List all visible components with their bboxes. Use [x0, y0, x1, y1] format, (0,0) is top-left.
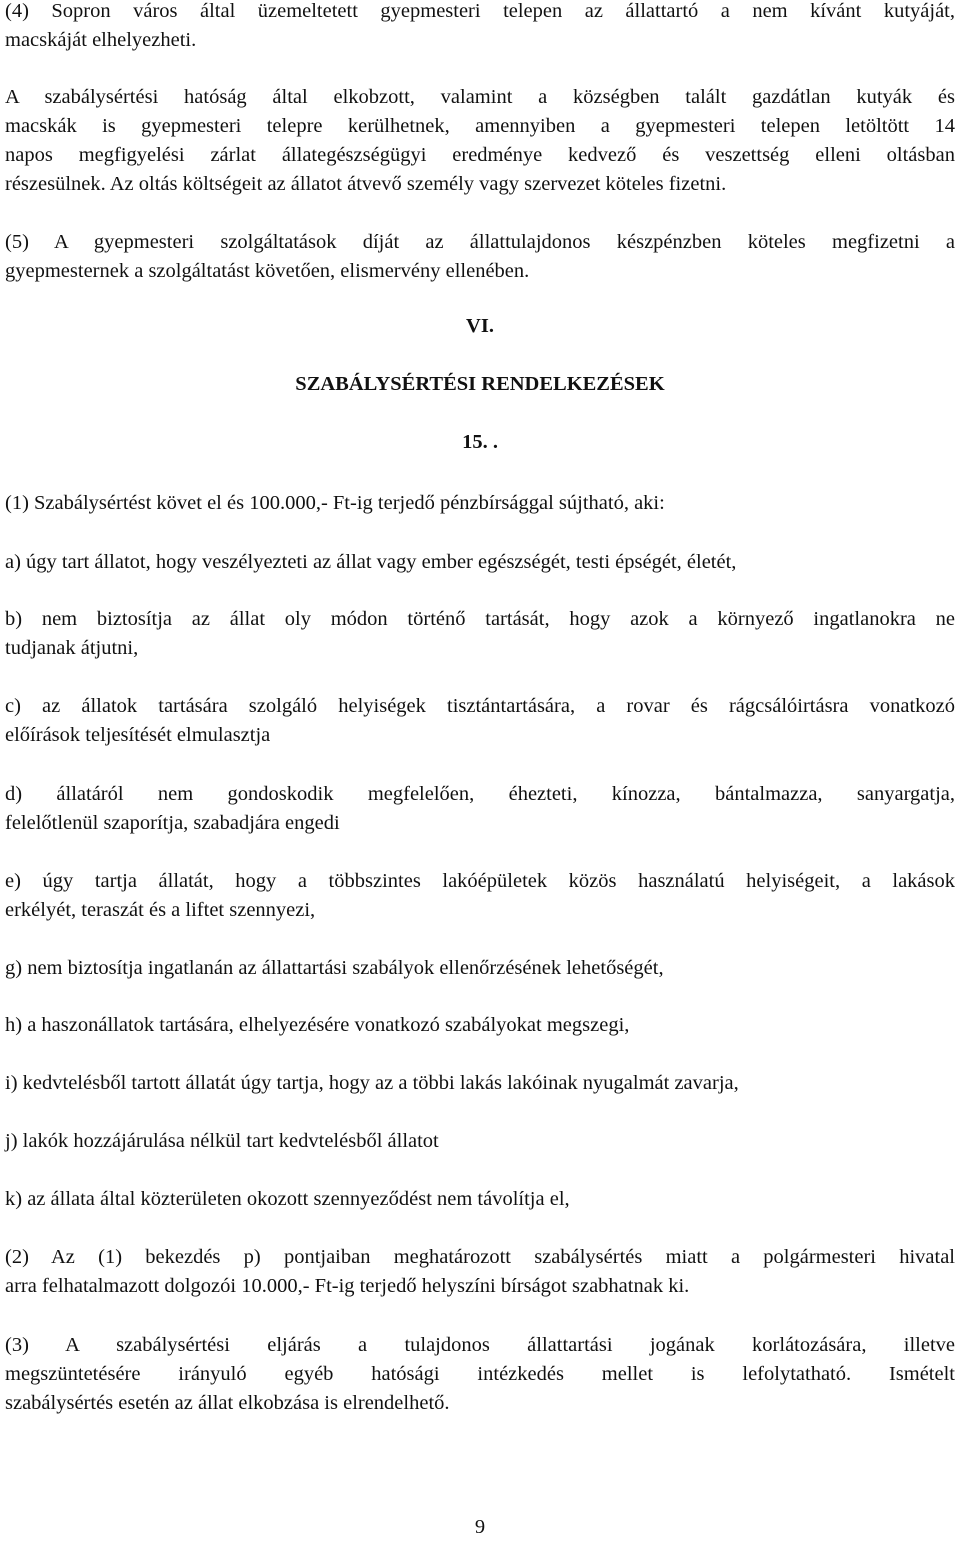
text-line: g) nem biztosítja ingatlanán az állattartási szabályok ellenőrzésének lehetőségét,: [5, 957, 664, 979]
section-15-3: [5, 1331, 955, 1418]
text-line: felelőtlenül szaporítja, szabadjára engedi: [5, 812, 340, 834]
paragraph-confiscated-animals: [5, 83, 955, 199]
text-line: A szabálysértési hatóság által elkobzott, valamint a községben talált gazdátlan kutyák és: [5, 86, 955, 108]
text-line: (2) Az (1) bekezdés p) pontjaiban meghatározott szabálysértés miatt a polgármesteri hivatal: [5, 1246, 955, 1268]
text-line: h) a haszonállatok tartására, elhelyezésére vonatkozó szabályokat megszegi,: [5, 1014, 630, 1036]
chapter-number: VI.: [466, 315, 494, 337]
item-j: [5, 1127, 955, 1156]
section-15-1: [5, 489, 955, 518]
text-line: a) úgy tart állatot, hogy veszélyezteti az állat vagy ember egészségét, testi épségét, életét,: [5, 551, 737, 573]
text-line: (3) A szabálysértési eljárás a tulajdonos állattartási jogának korlátozására, illetve: [5, 1334, 955, 1356]
paragraph-5: [5, 228, 955, 286]
text-line: előírások teljesítését elmulasztja: [5, 724, 271, 746]
item-h: [5, 1011, 955, 1040]
chapter-title: SZABÁLYSÉRTÉSI RENDELKEZÉSEK: [295, 373, 665, 395]
item-a: [5, 548, 955, 577]
text-line: (1) Szabálysértést követ el és 100.000,- Ft-ig terjedő pénzbírsággal sújtható, aki:: [5, 492, 665, 514]
text-line: e) úgy tartja állatát, hogy a többszintes lakóépületek közös használatú helyiségeit, a lakások: [5, 870, 955, 892]
text-line: megszüntetésére irányuló egyéb hatósági intézkedés mellet is lefolytatható. Ismételt: [5, 1363, 955, 1385]
text-line: j) lakók hozzájárulása nélkül tart kedvtelésből állatot: [5, 1130, 439, 1152]
text-line: macskáját elhelyezheti.: [5, 29, 197, 51]
text-line: (4) Sopron város által üzemeltetett gyepmesteri telepen az állattartó a nem kívánt kutyáját,: [5, 0, 955, 22]
section-number: 15. .: [462, 431, 498, 453]
text-line: i) kedvtelésből tartott állatát úgy tartja, hogy az a többi lakás lakóinak nyugalmát zavarja,: [5, 1072, 739, 1094]
text-line: (5) A gyepmesteri szolgáltatások díját az állattulajdonos készpénzben köteles megfizetni a: [5, 231, 955, 253]
item-g: [5, 954, 955, 983]
text-line: arra felhatalmazott dolgozói 10.000,- Ft-ig terjedő helyszíni bírságot szabhatnak ki.: [5, 1275, 690, 1297]
item-i: [5, 1069, 955, 1098]
text-line: gyepmesternek a szolgáltatást követően, elismervény ellenében.: [5, 260, 530, 282]
item-b: [5, 605, 955, 663]
item-c: [5, 692, 955, 750]
text-line: d) állatáról nem gondoskodik megfelelően, éhezteti, kínozza, bántalmazza, sanyargatja,: [5, 783, 955, 805]
text-line: c) az állatok tartására szolgáló helyiségek tisztántartására, a rovar és rágcsálóirtásra vonatkozó: [5, 695, 955, 717]
section-15-2: [5, 1243, 955, 1301]
item-k: [5, 1185, 955, 1214]
text-line: napos megfigyelési zárlat állategészségügyi eredménye kedvező és veszettség elleni oltásban: [5, 144, 955, 166]
text-line: b) nem biztosítja az állat oly módon történő tartását, hogy azok a környező ingatlanokra ne: [5, 608, 955, 630]
page-number: 9: [474, 1516, 486, 1538]
text-line: erkélyét, teraszát és a liftet szennyezi,: [5, 899, 316, 921]
text-line: szabálysértés esetén az állat elkobzása is elrendelhető.: [5, 1392, 450, 1414]
item-d: [5, 780, 955, 838]
text-line: részesülnek. Az oltás költségeit az állatot átvevő személy vagy szervezet köteles fizetni.: [5, 173, 727, 195]
item-e: [5, 867, 955, 925]
paragraph-4: [5, 0, 955, 55]
text-line: macskák is gyepmesteri telepre kerülhetnek, amennyiben a gyepmesteri telepen letöltött 14: [5, 115, 955, 137]
text-line: tudjanak átjutni,: [5, 637, 139, 659]
text-line: k) az állata által közterületen okozott szennyeződést nem távolítja el,: [5, 1188, 570, 1210]
